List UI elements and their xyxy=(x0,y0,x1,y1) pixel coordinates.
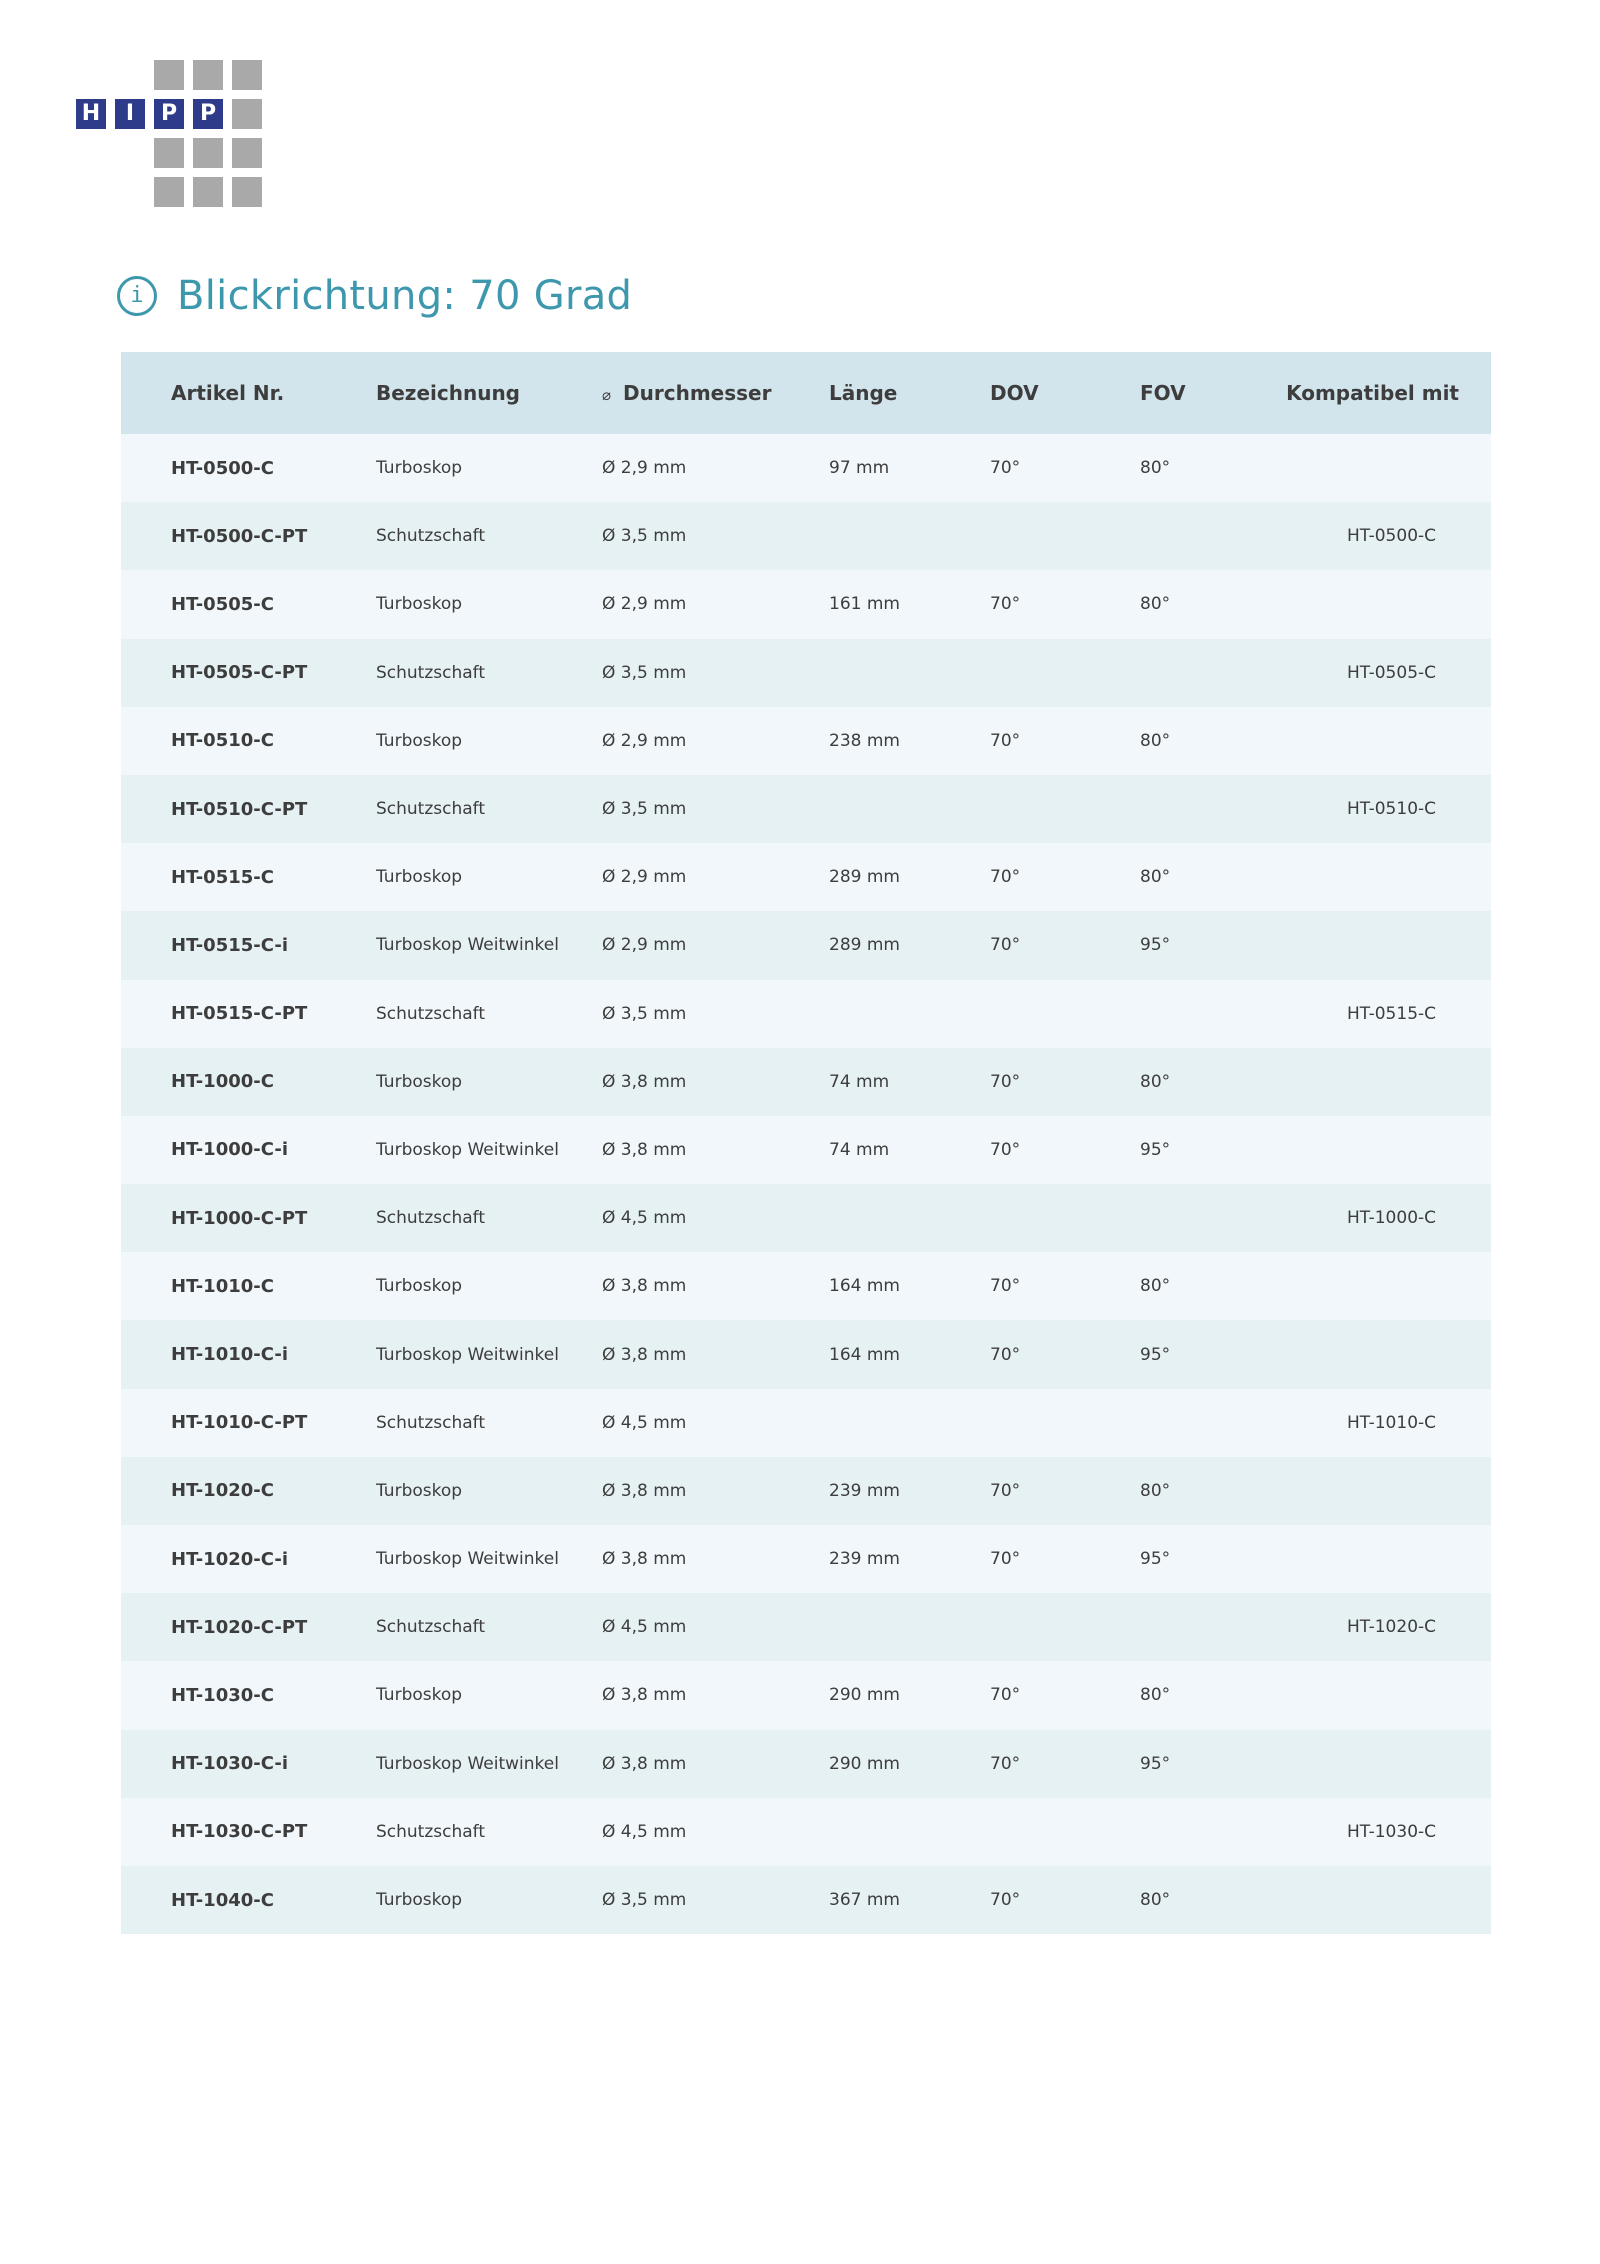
cell-durchmesser: Ø 3,8 mm xyxy=(602,1139,687,1160)
cell-durchmesser: Ø 3,5 mm xyxy=(602,662,687,683)
cell-fov: 80° xyxy=(1140,1685,1171,1706)
cell-bezeichnung: Turboskop xyxy=(376,1480,463,1501)
table-row xyxy=(121,1866,1491,1934)
cell-durchmesser: Ø 4,5 mm xyxy=(602,1617,687,1638)
cell-artikel: HT-0510-C xyxy=(171,730,274,752)
column-header-bezeichnung: Bezeichnung xyxy=(376,381,520,405)
table-header xyxy=(121,352,1491,434)
cell-kompatibel: HT-0505-C xyxy=(1347,662,1437,683)
cell-artikel: HT-1000-C-i xyxy=(171,1139,288,1161)
cell-artikel: HT-0515-C xyxy=(171,866,274,888)
cell-bezeichnung: Turboskop xyxy=(376,1071,463,1092)
cell-laenge: 238 mm xyxy=(829,730,900,751)
cell-durchmesser: Ø 3,8 mm xyxy=(602,1276,687,1297)
cell-dov: 70° xyxy=(990,935,1021,956)
cell-fov: 95° xyxy=(1140,1753,1171,1774)
table-row xyxy=(121,707,1491,775)
cell-artikel: HT-0500-C-PT xyxy=(171,525,308,547)
cell-laenge: 161 mm xyxy=(829,594,900,615)
cell-laenge: 239 mm xyxy=(829,1480,900,1501)
hipp-logo xyxy=(76,60,262,212)
logo-square xyxy=(232,99,262,129)
table-row xyxy=(121,1525,1491,1593)
table-row xyxy=(121,911,1491,979)
cell-laenge: 74 mm xyxy=(829,1139,890,1160)
cell-kompatibel: HT-1030-C xyxy=(1347,1821,1437,1842)
column-header-kompatibel: Kompatibel mit xyxy=(1286,381,1459,405)
cell-fov: 80° xyxy=(1140,867,1171,888)
cell-bezeichnung: Turboskop Weitwinkel xyxy=(376,1753,559,1774)
cell-durchmesser: Ø 3,8 mm xyxy=(602,1549,687,1570)
logo-square xyxy=(154,138,184,168)
cell-artikel: HT-1040-C xyxy=(171,1889,274,1911)
logo-square xyxy=(193,177,223,207)
cell-durchmesser: Ø 2,9 mm xyxy=(602,730,687,751)
cell-bezeichnung: Turboskop xyxy=(376,458,463,479)
cell-durchmesser: Ø 3,5 mm xyxy=(602,526,687,547)
cell-durchmesser: Ø 2,9 mm xyxy=(602,594,687,615)
cell-artikel: HT-1010-C-i xyxy=(171,1344,288,1366)
cell-bezeichnung: Schutzschaft xyxy=(376,662,486,683)
cell-artikel: HT-1020-C-i xyxy=(171,1548,288,1570)
cell-fov: 95° xyxy=(1140,935,1171,956)
table-row xyxy=(121,570,1491,638)
cell-laenge: 289 mm xyxy=(829,935,900,956)
cell-artikel: HT-0515-C-i xyxy=(171,934,288,956)
product-table xyxy=(121,352,1491,1934)
cell-bezeichnung: Turboskop xyxy=(376,730,463,751)
cell-fov: 80° xyxy=(1140,594,1171,615)
cell-bezeichnung: Turboskop xyxy=(376,1890,463,1911)
cell-artikel: HT-1000-C-PT xyxy=(171,1207,308,1229)
cell-bezeichnung: Schutzschaft xyxy=(376,1208,486,1229)
table-row xyxy=(121,502,1491,570)
section-heading xyxy=(117,268,632,324)
table-row xyxy=(121,1593,1491,1661)
cell-laenge: 239 mm xyxy=(829,1549,900,1570)
cell-durchmesser: Ø 2,9 mm xyxy=(602,458,687,479)
cell-fov: 95° xyxy=(1140,1549,1171,1570)
cell-dov: 70° xyxy=(990,458,1021,479)
logo-square xyxy=(154,60,184,90)
cell-bezeichnung: Schutzschaft xyxy=(376,1821,486,1842)
cell-fov: 80° xyxy=(1140,458,1171,479)
cell-dov: 70° xyxy=(990,1685,1021,1706)
table-row xyxy=(121,1661,1491,1729)
diameter-icon: ⌀ xyxy=(602,386,612,404)
cell-durchmesser: Ø 4,5 mm xyxy=(602,1821,687,1842)
cell-bezeichnung: Turboskop xyxy=(376,1276,463,1297)
cell-durchmesser: Ø 3,8 mm xyxy=(602,1685,687,1706)
cell-fov: 95° xyxy=(1140,1139,1171,1160)
column-header-artikel: Artikel Nr. xyxy=(171,381,285,405)
cell-artikel: HT-0505-C xyxy=(171,593,274,615)
cell-durchmesser: Ø 4,5 mm xyxy=(602,1208,687,1229)
cell-kompatibel: HT-0500-C xyxy=(1347,526,1437,547)
cell-artikel: HT-1020-C-PT xyxy=(171,1616,308,1638)
cell-laenge: 97 mm xyxy=(829,458,890,479)
cell-dov: 70° xyxy=(990,1480,1021,1501)
cell-kompatibel: HT-0515-C xyxy=(1347,1003,1437,1024)
cell-bezeichnung: Turboskop Weitwinkel xyxy=(376,1549,559,1570)
table-row xyxy=(121,1730,1491,1798)
cell-fov: 80° xyxy=(1140,1276,1171,1297)
cell-dov: 70° xyxy=(990,867,1021,888)
cell-durchmesser: Ø 3,8 mm xyxy=(602,1071,687,1092)
cell-fov: 80° xyxy=(1140,1890,1171,1911)
cell-durchmesser: Ø 3,8 mm xyxy=(602,1344,687,1365)
logo-letter-h: H xyxy=(76,99,106,129)
logo-square xyxy=(154,177,184,207)
cell-bezeichnung: Turboskop Weitwinkel xyxy=(376,935,559,956)
cell-fov: 95° xyxy=(1140,1344,1171,1365)
cell-bezeichnung: Turboskop Weitwinkel xyxy=(376,1139,559,1160)
cell-dov: 70° xyxy=(990,1753,1021,1774)
cell-bezeichnung: Schutzschaft xyxy=(376,1003,486,1024)
cell-artikel: HT-1030-C-PT xyxy=(171,1821,308,1843)
table-row xyxy=(121,843,1491,911)
cell-durchmesser: Ø 3,8 mm xyxy=(602,1753,687,1774)
cell-artikel: HT-0500-C xyxy=(171,457,274,479)
cell-artikel: HT-0515-C-PT xyxy=(171,1003,308,1025)
cell-laenge: 74 mm xyxy=(829,1071,890,1092)
cell-dov: 70° xyxy=(990,594,1021,615)
cell-fov: 80° xyxy=(1140,1071,1171,1092)
cell-bezeichnung: Turboskop xyxy=(376,867,463,888)
cell-kompatibel: HT-0510-C xyxy=(1347,799,1437,820)
table-row xyxy=(121,639,1491,707)
cell-dov: 70° xyxy=(990,1344,1021,1365)
table-row xyxy=(121,434,1491,502)
cell-artikel: HT-1000-C xyxy=(171,1071,274,1093)
cell-laenge: 367 mm xyxy=(829,1890,900,1911)
cell-artikel: HT-0510-C-PT xyxy=(171,798,308,820)
table-row xyxy=(121,1048,1491,1116)
info-icon: i xyxy=(117,276,157,316)
table-row xyxy=(121,1320,1491,1388)
table-row xyxy=(121,1184,1491,1252)
cell-artikel: HT-1020-C xyxy=(171,1480,274,1502)
page-title: Blickrichtung: 70 Grad xyxy=(177,273,633,319)
column-header-durchmesser-label: Durchmesser xyxy=(623,381,772,405)
cell-bezeichnung: Turboskop Weitwinkel xyxy=(376,1344,559,1365)
cell-durchmesser: Ø 3,8 mm xyxy=(602,1480,687,1501)
cell-dov: 70° xyxy=(990,1549,1021,1570)
logo-square xyxy=(232,138,262,168)
cell-bezeichnung: Schutzschaft xyxy=(376,1412,486,1433)
logo-square xyxy=(193,60,223,90)
cell-durchmesser: Ø 2,9 mm xyxy=(602,867,687,888)
cell-artikel: HT-1010-C-PT xyxy=(171,1412,308,1434)
cell-kompatibel: HT-1020-C xyxy=(1347,1617,1437,1638)
cell-bezeichnung: Schutzschaft xyxy=(376,526,486,547)
cell-artikel: HT-1030-C xyxy=(171,1684,274,1706)
cell-dov: 70° xyxy=(990,1071,1021,1092)
cell-bezeichnung: Schutzschaft xyxy=(376,1617,486,1638)
logo-square xyxy=(232,177,262,207)
column-header-durchmesser xyxy=(602,352,771,434)
cell-bezeichnung: Turboskop xyxy=(376,594,463,615)
cell-dov: 70° xyxy=(990,1139,1021,1160)
cell-dov: 70° xyxy=(990,1890,1021,1911)
cell-kompatibel: HT-1000-C xyxy=(1347,1208,1437,1229)
cell-durchmesser: Ø 2,9 mm xyxy=(602,935,687,956)
table-row xyxy=(121,980,1491,1048)
cell-artikel: HT-1010-C xyxy=(171,1275,274,1297)
cell-dov: 70° xyxy=(990,1276,1021,1297)
table-row xyxy=(121,1457,1491,1525)
cell-laenge: 289 mm xyxy=(829,867,900,888)
cell-laenge: 164 mm xyxy=(829,1344,900,1365)
column-header-laenge: Länge xyxy=(829,381,898,405)
cell-laenge: 290 mm xyxy=(829,1753,900,1774)
cell-bezeichnung: Turboskop xyxy=(376,1685,463,1706)
cell-fov: 80° xyxy=(1140,730,1171,751)
logo-letter-i: I xyxy=(115,99,145,129)
cell-artikel: HT-1030-C-i xyxy=(171,1753,288,1775)
cell-laenge: 164 mm xyxy=(829,1276,900,1297)
cell-kompatibel: HT-1010-C xyxy=(1347,1412,1437,1433)
column-header-fov: FOV xyxy=(1140,381,1186,405)
cell-durchmesser: Ø 3,5 mm xyxy=(602,799,687,820)
cell-fov: 80° xyxy=(1140,1480,1171,1501)
logo-letter-p: P xyxy=(154,99,184,129)
logo-square xyxy=(232,60,262,90)
table-row xyxy=(121,775,1491,843)
cell-laenge: 290 mm xyxy=(829,1685,900,1706)
logo-letter-p: P xyxy=(193,99,223,129)
table-row xyxy=(121,1252,1491,1320)
cell-bezeichnung: Schutzschaft xyxy=(376,799,486,820)
table-row xyxy=(121,1798,1491,1866)
table-body xyxy=(121,434,1491,1934)
column-header-dov: DOV xyxy=(990,381,1039,405)
cell-dov: 70° xyxy=(990,730,1021,751)
cell-durchmesser: Ø 3,5 mm xyxy=(602,1003,687,1024)
table-row xyxy=(121,1116,1491,1184)
cell-durchmesser: Ø 3,5 mm xyxy=(602,1890,687,1911)
cell-durchmesser: Ø 4,5 mm xyxy=(602,1412,687,1433)
cell-artikel: HT-0505-C-PT xyxy=(171,662,308,684)
logo-square xyxy=(193,138,223,168)
table-row xyxy=(121,1389,1491,1457)
